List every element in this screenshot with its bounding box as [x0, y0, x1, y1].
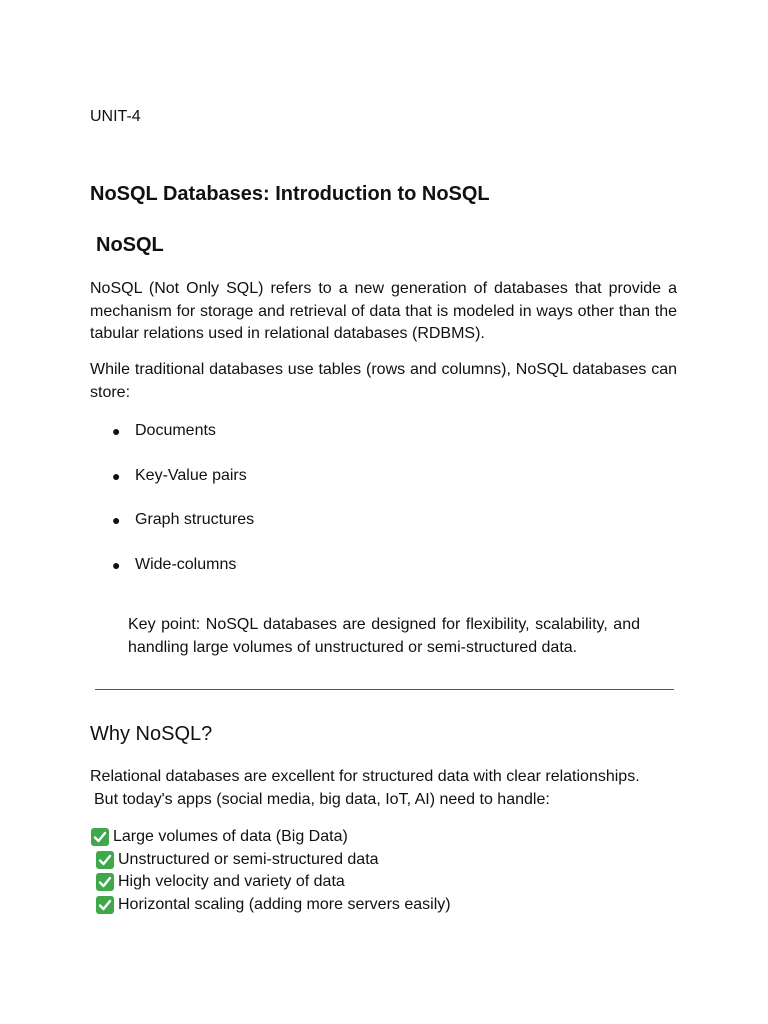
- unit-label: UNIT-4: [90, 108, 141, 125]
- bullet-icon: ●: [112, 467, 121, 484]
- list-item: [112, 554, 254, 599]
- horizontal-divider: [95, 689, 674, 690]
- list-item: [112, 420, 254, 465]
- list-item: [112, 465, 254, 510]
- check-mark-icon: [96, 873, 114, 891]
- list-item-label: Graph structures: [135, 511, 255, 528]
- page-title: NoSQL Databases: Introduction to NoSQL: [90, 183, 490, 205]
- checklist-item-label: High velocity and variety of data: [118, 873, 345, 891]
- intro-paragraph: NoSQL (Not Only SQL) refers to a new generation of databases that provide a mechanism for storage and retrieval of data that is modeled in ways other than the tabular relations used in relational databases (RDBMS).: [90, 280, 677, 342]
- bullet-icon: ●: [112, 556, 121, 573]
- checklist-item: [96, 894, 451, 917]
- section-title-why-nosql: Why NoSQL?: [90, 723, 213, 745]
- checklist-item: [96, 849, 451, 872]
- store-paragraph: While traditional databases use tables (rows and columns), NoSQL databases can store:: [90, 361, 677, 401]
- why-paragraph: [90, 766, 640, 811]
- key-point-note: Key point: NoSQL databases are designed for flexibility, scalability, and handling large volumes of unstructured or semi-structured data.: [128, 616, 640, 656]
- check-mark-icon: [91, 828, 109, 846]
- check-mark-icon: [96, 896, 114, 914]
- bullet-icon: ●: [112, 512, 121, 528]
- checklist-item-label: Horizontal scaling (adding more servers easily): [118, 895, 451, 913]
- list-item: [112, 509, 254, 554]
- list-item-label: Wide-columns: [135, 555, 237, 573]
- why-paragraph-line1: Relational databases are excellent for structured data with clear relationships.: [90, 768, 640, 785]
- checklist-item-label: Large volumes of data (Big Data): [113, 828, 348, 846]
- why-paragraph-line2: But today's apps (social media, big data, IoT, AI) need to handle:: [94, 790, 550, 808]
- list-item-label: Documents: [135, 422, 216, 439]
- check-mark-icon: [96, 851, 114, 869]
- list-item-label: Key-Value pairs: [135, 466, 247, 484]
- checklist-item: [91, 826, 451, 849]
- checklist-item: [96, 871, 451, 894]
- checklist-item-label: Unstructured or semi-structured data: [118, 850, 379, 868]
- needs-checklist: [93, 826, 451, 916]
- bullet-icon: ●: [112, 423, 121, 439]
- section-title-nosql: NoSQL: [96, 234, 164, 256]
- data-types-list: [112, 420, 254, 598]
